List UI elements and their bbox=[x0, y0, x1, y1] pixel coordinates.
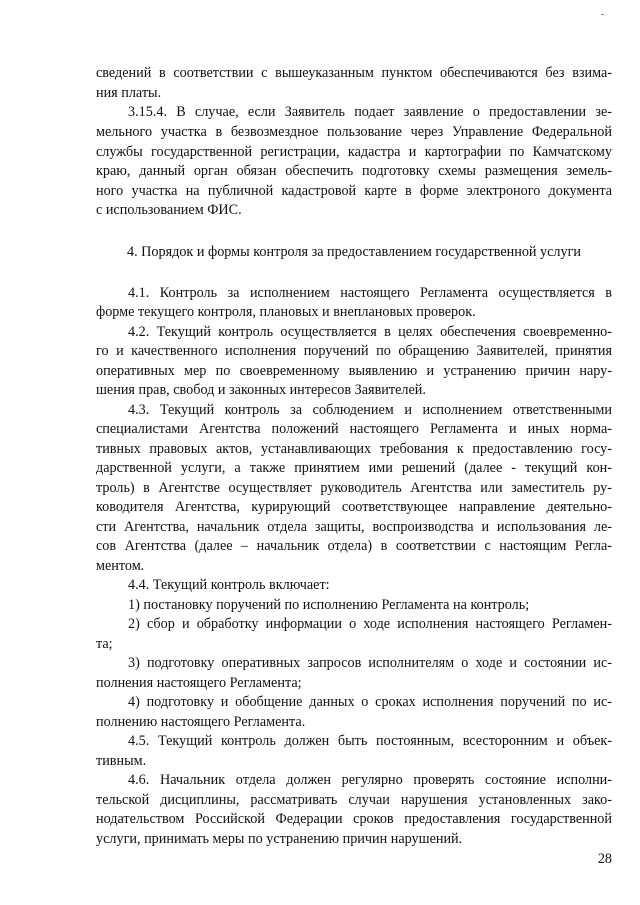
text-line: нодательством Российской Федерации сроков предоставления государственной bbox=[96, 811, 612, 827]
scan-mark bbox=[601, 14, 604, 15]
text-line: 4.4. Текущий контроль включает: bbox=[128, 577, 330, 593]
text-line: службы государственной регистрации, кадастра и картографии по Камчатскому bbox=[96, 144, 612, 160]
text-line: троль) в Агентстве осуществляет руководитель Агентства или заместитель ру- bbox=[96, 480, 612, 496]
text-line: 2) сбор и обработку информации о ходе исполнения настоящего Регламен- bbox=[128, 616, 612, 632]
text-line: специалистами Агентства положений настоящего Регламента и иных норма- bbox=[96, 421, 612, 437]
page-number: 28 bbox=[597, 851, 612, 867]
text-line: 3) подготовку оперативных запросов исполнителям о ходе и состоянии ис- bbox=[128, 655, 612, 671]
text-line: услуги, принимать меры по устранению причин нарушений. bbox=[96, 831, 463, 847]
text-line: 4.3. Текущий контроль за соблюдением и исполнением ответственными bbox=[128, 402, 612, 418]
text-line: сов Агентства (далее – начальник отдела) в соответствии с настоящим Регла- bbox=[96, 538, 612, 554]
text-line: 4.6. Начальник отдела должен регулярно проверять состояние исполни- bbox=[128, 772, 612, 788]
text-line: го и качественного исполнения поручений по обращению Заявителей, принятия bbox=[96, 343, 612, 359]
text-line: тивных правовых актов, устанавливающих требования к предоставлению госу- bbox=[96, 441, 612, 457]
text-line: ководителя Агентства, курирующий соответствующее направление деятельно- bbox=[96, 499, 612, 515]
text-line: ментом. bbox=[96, 558, 145, 574]
text-line: полнению настоящего Регламента. bbox=[96, 714, 306, 730]
section-heading: 4. Порядок и формы контроля за предоставлением государственной услуги bbox=[126, 244, 582, 260]
text-line: ния платы. bbox=[96, 85, 162, 101]
text-line: ного участка на публичной кадастровой карте в форме электроного документа bbox=[96, 183, 612, 199]
text-line: дарственной услуги, а также принятием ими решений (далее - текущий кон- bbox=[96, 460, 612, 476]
text-line: сведений в соответствии с вышеуказанным пунктом обеспечиваются без взима- bbox=[96, 65, 612, 81]
text-line: краю, данный орган обязан обеспечить подготовку схемы размещения земель- bbox=[96, 163, 612, 179]
text-line: 3.15.4. В случае, если Заявитель подает заявление о предоставлении зе- bbox=[128, 104, 612, 120]
text-line: 4.5. Текущий контроль должен быть постоянным, всесторонним и объек- bbox=[128, 733, 612, 749]
text-line: тельской дисциплины, рассматривать случаи нарушения установленных зако- bbox=[96, 792, 612, 808]
text-line: оперативных мер по своевременному выявлению и устранению причин нару- bbox=[96, 363, 612, 379]
text-line: тивным. bbox=[96, 753, 147, 769]
text-line: шения прав, свобод и законных интересов Заявителей. bbox=[96, 382, 426, 398]
text-line: мельного участка в безвозмездное пользование через Управление Федеральной bbox=[96, 124, 612, 140]
text-line: сти Агентства, начальник отдела защиты, воспроизводства и использования ле- bbox=[96, 519, 612, 535]
text-line: та; bbox=[96, 636, 113, 652]
text-line: 1) постановку поручений по исполнению Регламента на контроль; bbox=[128, 597, 530, 613]
text-line: полнения настоящего Регламента; bbox=[96, 675, 302, 691]
text-line: 4.1. Контроль за исполнением настоящего Регламента осуществляется в bbox=[128, 285, 612, 301]
text-line: 4.2. Текущий контроль осуществляется в целях обеспечения своевременно- bbox=[128, 324, 612, 340]
text-line: форме текущего контроля, плановых и внеплановых проверок. bbox=[96, 304, 476, 320]
text-line: с использованием ФИС. bbox=[96, 202, 242, 218]
text-line: 4) подготовку и обобщение данных о сроках исполнения поручений по ис- bbox=[128, 694, 612, 710]
